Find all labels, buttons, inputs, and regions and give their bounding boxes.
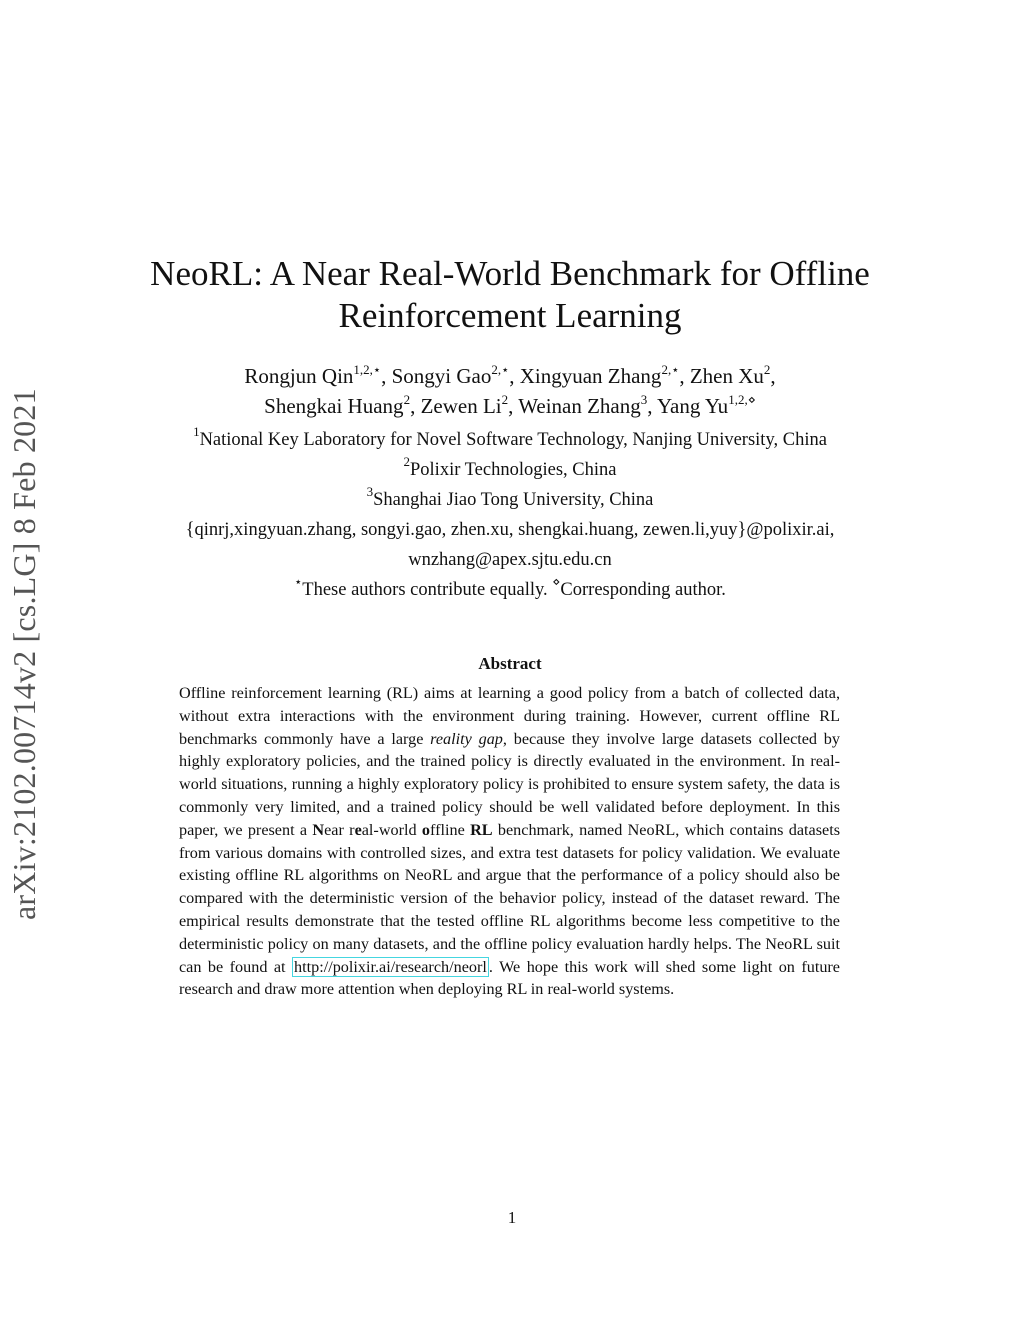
author-name: Weinan Zhang — [518, 394, 641, 418]
paper-title — [100, 253, 920, 337]
author-separator: , — [509, 364, 520, 388]
equal-contribution-mark: ⋆ — [294, 574, 303, 589]
acronym-letter: o — [421, 820, 430, 839]
abstract-body — [179, 682, 840, 1001]
author-separator: , — [410, 394, 421, 418]
affiliation-1 — [100, 425, 920, 455]
author-marks: 1,2,⋆ — [353, 362, 382, 377]
affiliation-text: National Key Laboratory for Novel Software Technology, Nanjing University, China — [199, 430, 827, 450]
abstract-text: Offline reinforcement learning (RL) aims at learning a good policy from a batch of collected data, without extra interactions with the environment during training. However, current offline RL benchmarks commonly have a large — [179, 684, 840, 748]
author-notes — [100, 575, 920, 605]
title-line-2: Reinforcement Learning — [338, 296, 682, 335]
author-separator: , — [381, 364, 392, 388]
affiliation-mark: 3 — [366, 484, 374, 499]
affiliation-text: Polixir Technologies, China — [410, 460, 617, 480]
neorl-link[interactable]: http://polixir.ai/research/neorl — [294, 957, 487, 976]
author-marks: 2,⋆ — [491, 362, 510, 377]
author-line-2 — [110, 391, 910, 421]
author-name: Yang Yu — [656, 394, 729, 418]
author-marks: 2 — [763, 362, 771, 377]
affiliation-mark: 2 — [403, 454, 410, 469]
abstract-text: ear r — [324, 820, 355, 839]
author-name: Songyi Gao — [391, 364, 492, 388]
author-separator: , — [647, 394, 657, 418]
author-separator: , — [770, 364, 776, 388]
arxiv-identifier: arXiv:2102.00714v2 [cs.LG] 8 Feb 2021 — [6, 388, 42, 920]
abstract-heading: Abstract — [478, 654, 542, 673]
affiliation-3 — [100, 485, 920, 515]
abstract-emphasis: reality gap — [430, 729, 503, 748]
author-name: Rongjun Qin — [244, 364, 354, 388]
page-number: 1 — [507, 1208, 517, 1227]
abstract-text: ffline — [430, 820, 471, 839]
author-marks: 2 — [501, 392, 509, 407]
author-list — [110, 361, 910, 421]
author-marks: 1,2,⋄ — [728, 392, 756, 407]
abstract-text: , because they involve large datasets collected by highly exploratory policies, and the trained policy is directly evaluated in the environment. In real-world situations, running a highly exploratory policy is prohibited to ensure system safety, the data is commonly very limited, and a trained policy should be well validated before deployment. In this paper, we present a — [179, 729, 840, 839]
abstract-text: . We hope this work will shed some light on future research and draw more attention when deploying RL in real-world systems. — [179, 957, 840, 999]
affiliation-mark: 1 — [193, 424, 200, 439]
corresponding-note: Corresponding author. — [560, 580, 726, 600]
author-marks: 3 — [640, 392, 648, 407]
email-line-1: {qinrj,xingyuan.zhang, songyi.gao, zhen.xu, shengkai.huang, zewen.li,yuy}@polixir.ai, — [185, 520, 835, 540]
acronym-letter: RL — [470, 820, 493, 839]
acronym-letter: e — [354, 820, 362, 839]
corresponding-mark: ⋄ — [552, 574, 561, 589]
title-line-1: NeoRL: A Near Real-World Benchmark for Offline — [150, 254, 870, 293]
abstract-text: al-world — [361, 820, 422, 839]
author-line-1 — [110, 361, 910, 391]
affiliation-block — [100, 425, 920, 605]
affiliation-2 — [100, 455, 920, 485]
email-line-2: wnzhang@apex.sjtu.edu.cn — [408, 550, 612, 570]
author-name: Zewen Li — [420, 394, 502, 418]
author-separator: , — [508, 394, 519, 418]
affiliation-text: Shanghai Jiao Tong University, China — [373, 490, 654, 510]
author-marks: 2,⋆ — [661, 362, 680, 377]
author-separator: , — [679, 364, 690, 388]
author-name: Shengkai Huang — [264, 394, 404, 418]
author-name: Xingyuan Zhang — [519, 364, 662, 388]
acronym-letter: N — [312, 820, 325, 839]
author-name: Zhen Xu — [689, 364, 764, 388]
author-marks: 2 — [403, 392, 411, 407]
abstract-text: benchmark, named NeoRL, which contains datasets from various domains with controlled sizes, and extra test datasets for policy validation. We evaluate existing offline RL algorithms on NeoRL and argue that the performance of a policy should also be compared with the deterministic version of the behavior policy, instead of the dataset reward. The empirical results demonstrate that the tested offline RL algorithms become less competitive to the deterministic policy on many datasets, and the offline policy evaluation hardly helps. The NeoRL suit can be found at — [179, 820, 840, 976]
equal-contribution-note: These authors contribute equally. — [302, 580, 553, 600]
